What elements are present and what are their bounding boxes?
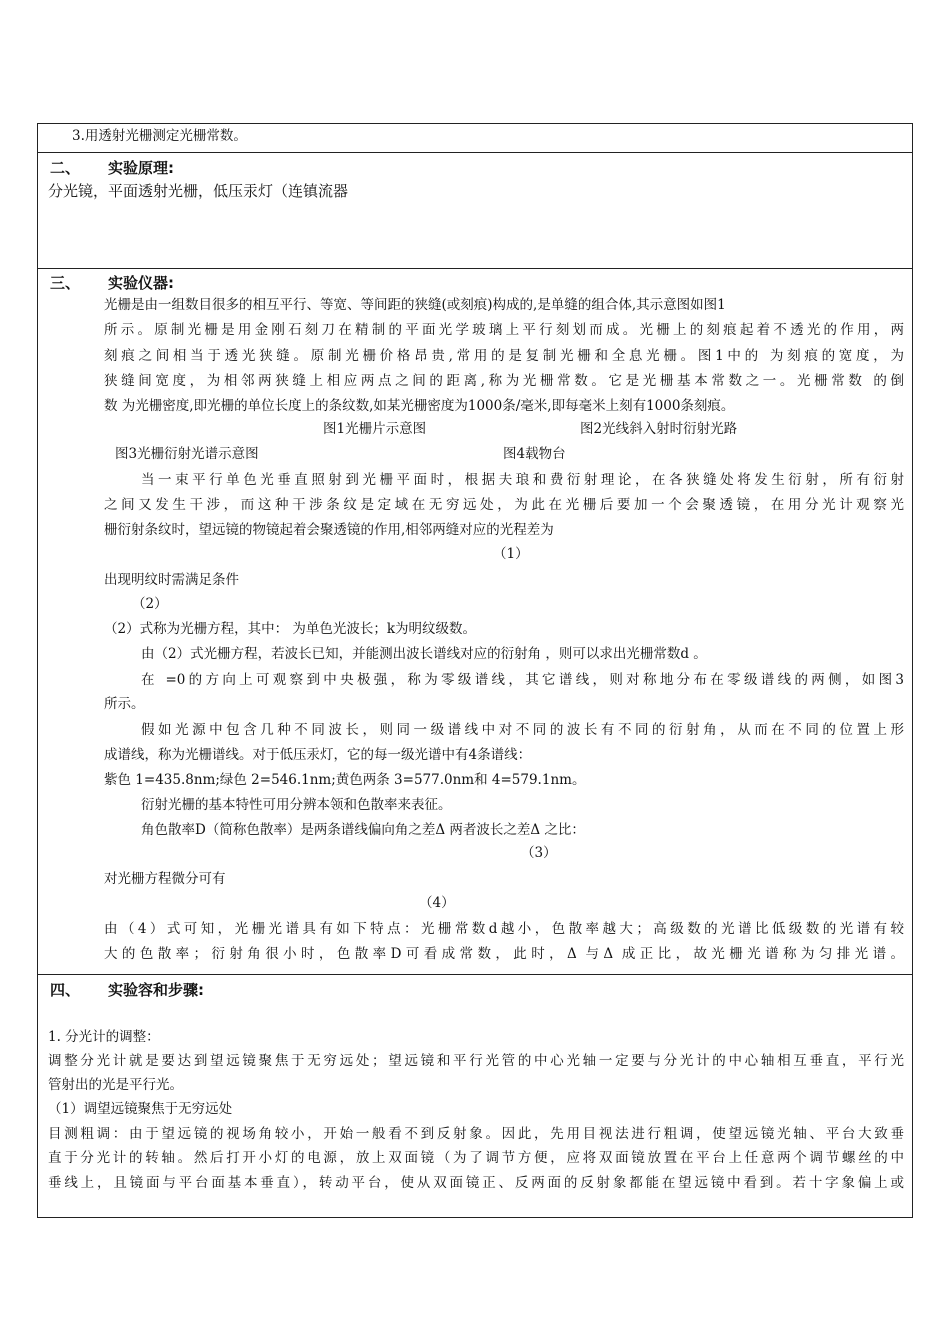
objective-item-3: 3.用透射光栅测定光栅常数。	[72, 128, 247, 144]
paragraph-line: 在 =0的方向上可观察到中央极强，称为零级谱线，其它谱线，则对称地分布在零级谱线的两侧，如图3	[141, 672, 904, 688]
section-title: 实验容和步骤:	[108, 981, 204, 999]
paragraph-line: 直于分光计的转轴。然后打开小灯的电源，放上双面镜（为了调节方便，应将双面镜放置在平台上任意两个调节螺丝的中	[48, 1150, 904, 1166]
paragraph-line: 数 为光栅密度,即光栅的单位长度上的条纹数,如某光栅密度为1000条/毫米,即每毫米上刻有1000条刻痕。	[104, 398, 735, 414]
procedure-section	[38, 975, 912, 1217]
figure-1-caption: 图1光栅片示意图	[323, 421, 427, 437]
paragraph-line: 栅衍射条纹时，望远镜的物镜起着会聚透镜的作用,相邻两缝对应的光程差为	[104, 522, 554, 538]
paragraph-line: 成谱线，称为光栅谱线。对于低压汞灯，它的每一级光谱中有4条谱线：	[104, 747, 532, 763]
principle-section	[38, 153, 912, 269]
report-table	[37, 123, 913, 1218]
paragraph-line: 假如光源中包含几种不同波长，则同一级谱线中对不同的波长有不同的衍射角，从而在不同的位置上形	[141, 722, 904, 738]
paragraph-line: 狭缝间宽度，为相邻两狭缝上相应两点之间的距离,称为光栅常数。它是光栅基本常数之一。光栅常数 的倒	[104, 373, 904, 389]
section-number: 三、	[50, 274, 81, 292]
principle-text: 分光镜，平面透射光栅，低压汞灯（连镇流器	[48, 182, 349, 200]
paragraph-line: 目测粗调：由于望远镜的视场角较小，开始一般看不到反射象。因此，先用目视法进行粗调，使望远镜光轴、平台大致垂	[48, 1126, 904, 1142]
paragraph-line: 光栅是由一组数目很多的相互平行、等宽、等间距的狭缝(或刻痕)构成的,是单缝的组合体,其示意图如图1	[104, 297, 726, 313]
section-number: 四、	[50, 981, 81, 999]
equation-number-4: （4）	[419, 895, 455, 911]
spectral-lines: 紫色 1=435.8nm;绿色 2=546.1nm;黄色两条 3=577.0nm和 4=579.1nm。	[104, 772, 586, 788]
paragraph-line: 调整分光计就是要达到望远镜聚焦于无穷远处；望远镜和平行光管的中心光轴一定要与分光计的中心轴相互垂直，平行光	[48, 1053, 904, 1069]
equation-number-2: （2）	[132, 596, 168, 612]
paragraph-line: 所示。	[104, 696, 145, 712]
sub-step-heading: （1）调望远镜聚焦于无穷远处	[48, 1101, 233, 1117]
section-title: 实验原理:	[108, 159, 174, 177]
paragraph-line: 由（2）式光栅方程，若波长已知，并能测出波长谱线对应的衍射角 ，则可以求出光栅常数d 。	[141, 646, 707, 662]
paragraph-line: 当一束平行单色光垂直照射到光栅平面时，根据夫琅和费衍射理论，在各狭缝处将发生衍射，所有衍射	[141, 472, 904, 488]
paragraph-line: 对光栅方程微分可有	[104, 871, 226, 887]
paragraph-line: （2）式称为光栅方程，其中： 为单色光波长；k为明纹级数。	[104, 621, 477, 637]
paragraph-line: 垂线上，且镜面与平台面基本垂直），转动平台，使从双面镜正、反两面的反射象都能在望远镜中看到。若十字象偏上或	[48, 1175, 904, 1191]
paragraph-line: 刻痕之间相当于透光狭缝。原制光栅价格昂贵,常用的是复制光栅和全息光栅。图1中的 为刻痕的宽度，为	[104, 348, 904, 364]
equation-number-3: （3）	[521, 845, 557, 861]
section-title: 实验仪器:	[108, 274, 174, 292]
objective-row	[38, 124, 912, 153]
figure-2-caption: 图2光线斜入射时衍射光路	[580, 421, 738, 437]
paragraph-line: 由（4）式可知，光栅光谱具有如下特点：光栅常数d越小，色散率越大；高级数的光谱比低级数的光谱有较	[104, 921, 904, 937]
paragraph-line: 角色散率D（简称色散率）是两条谱线偏向角之差Δ 两者波长之差Δ 之比：	[141, 822, 585, 838]
paragraph-line: 管射出的光是平行光。	[48, 1077, 183, 1093]
paragraph-line: 之间又发生干涉，而这种干涉条纹是定域在无穷远处，为此在光栅后要加一个会聚透镜，在用分光计观察光	[104, 497, 904, 513]
equation-number-1: （1）	[493, 546, 529, 562]
figure-4-caption: 图4载物台	[503, 446, 566, 462]
instruments-section	[38, 269, 912, 975]
figure-3-caption: 图3光栅衍射光谱示意图	[115, 446, 259, 462]
step-heading: 1. 分光计的调整：	[48, 1029, 160, 1045]
paragraph-line: 大的色散率；衍射角很小时，色散率D可看成常数，此时，Δ 与Δ 成正比，故光栅光谱称为匀排光谱。	[104, 946, 904, 962]
paragraph-line: 所示。原制光栅是用金刚石刻刀在精制的平面光学玻璃上平行刻划而成。光栅上的刻痕起着不透光的作用，两	[104, 322, 904, 338]
paragraph-line: 衍射光栅的基本特性可用分辨本领和色散率来表征。	[141, 797, 452, 813]
section-number: 二、	[50, 159, 81, 177]
paragraph-line: 出现明纹时需满足条件	[104, 572, 239, 588]
